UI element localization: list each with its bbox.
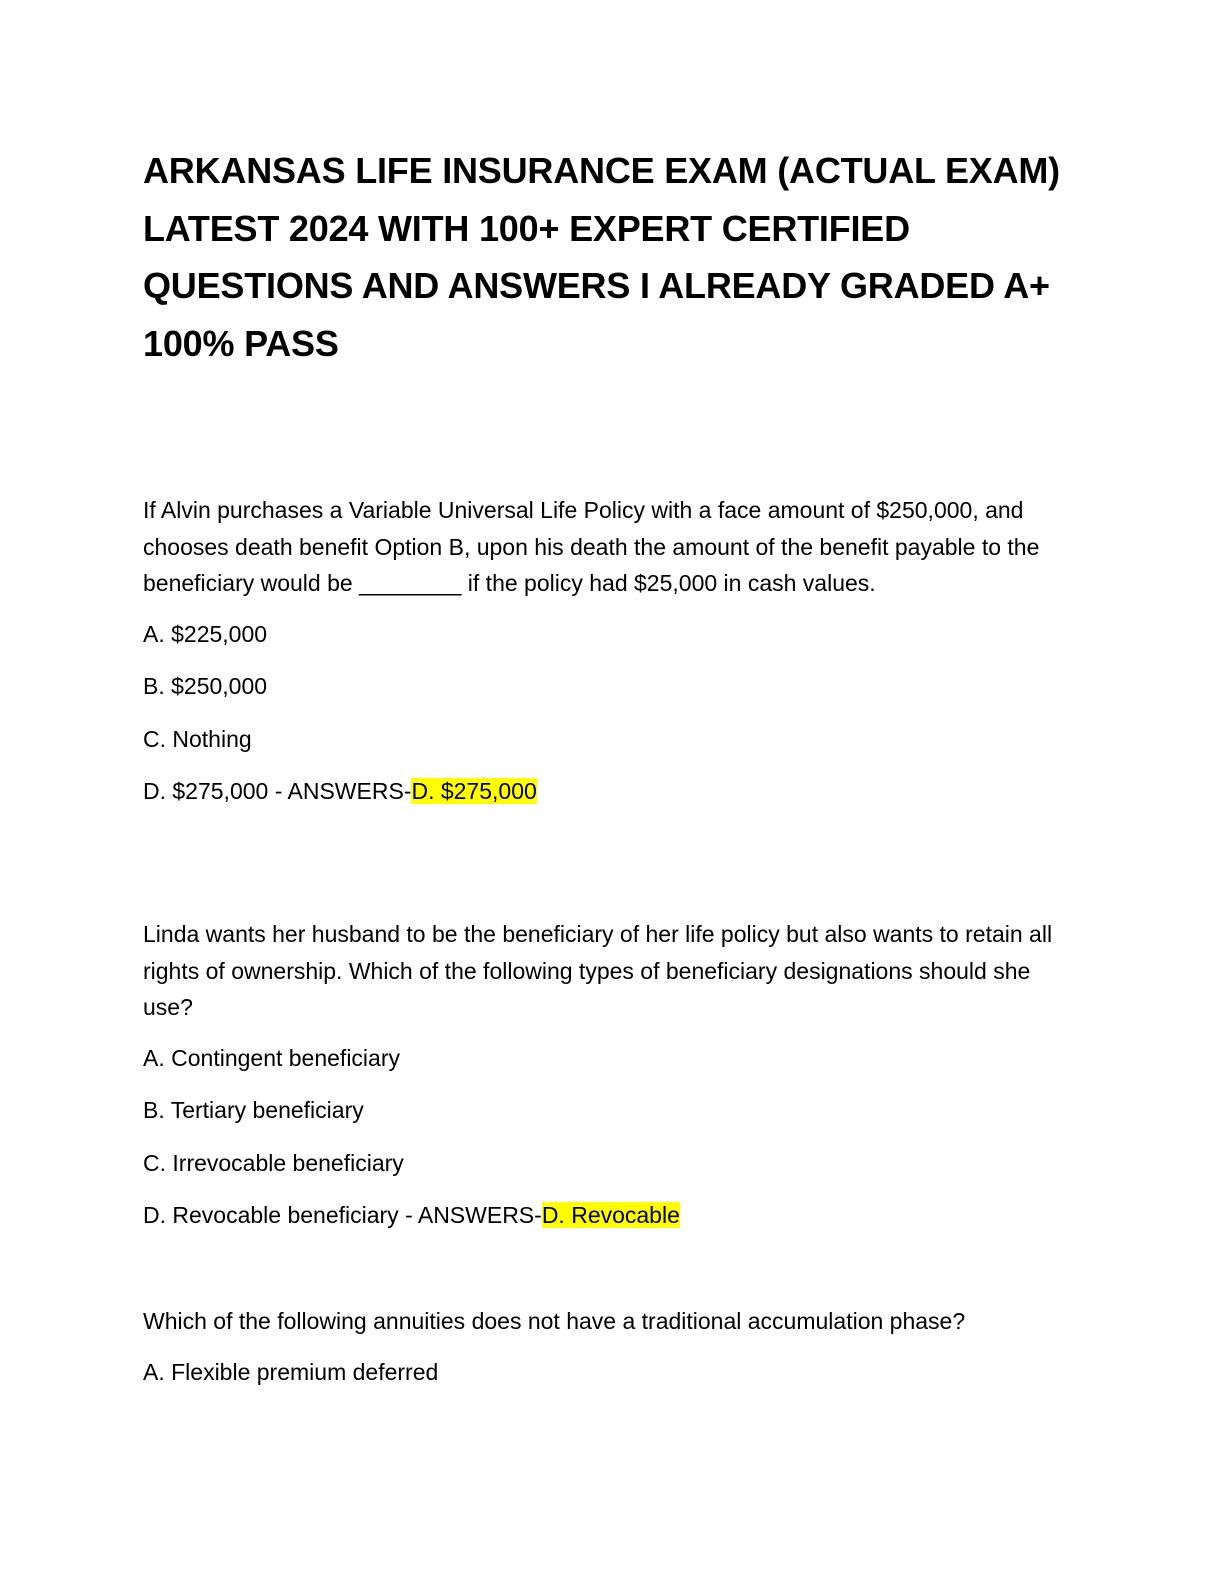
- answer-option: A. Contingent beneficiary: [143, 1044, 400, 1071]
- page-content: [143, 142, 1083, 1385]
- answer-option-with-key: [143, 773, 1083, 810]
- answer-option: A. Flexible premium deferred: [143, 1358, 439, 1385]
- question-text: Linda wants her husband to be the beneficiary of her life policy but also wants to retain all rights of ownership. Which of the following types of beneficiary designations should she use?: [143, 921, 1053, 1020]
- question-block: [143, 916, 1083, 1234]
- answer-option: B. $250,000: [143, 673, 268, 699]
- answer-option-text: D. $275,000 - ANSWERS-: [143, 778, 412, 804]
- question-text: Which of the following annuities does not have a traditional accumulation phase?: [143, 1308, 966, 1334]
- highlighted-answer: D. $275,000: [411, 778, 537, 804]
- answer-option: B. Tertiary beneficiary: [143, 1097, 364, 1123]
- question-text: If Alvin purchases a Variable Universal Life Policy with a face amount of $250,000, and chooses death benefit Option B, upon his death the amount of the benefit payable to the beneficiary would be ________ if the policy had $25,000 in cash values.: [143, 497, 1040, 596]
- document-title: ARKANSAS LIFE INSURANCE EXAM (ACTUAL EXAM) LATEST 2024 WITH 100+ EXPERT CERTIFIED QUESTIONS AND ANSWERS I ALREADY GRADED A+ 100% PASS: [143, 150, 1060, 364]
- answer-option-text: D. Revocable beneficiary - ANSWERS-: [143, 1202, 542, 1228]
- question-block: [143, 492, 1083, 810]
- answer-option: C. Irrevocable beneficiary: [143, 1149, 404, 1176]
- answer-option: A. $225,000: [143, 620, 268, 647]
- answer-option-with-key: [143, 1197, 1083, 1234]
- highlighted-answer: D. Revocable: [541, 1202, 680, 1228]
- answer-option: C. Nothing: [143, 725, 252, 752]
- question-block: [143, 1303, 1083, 1390]
